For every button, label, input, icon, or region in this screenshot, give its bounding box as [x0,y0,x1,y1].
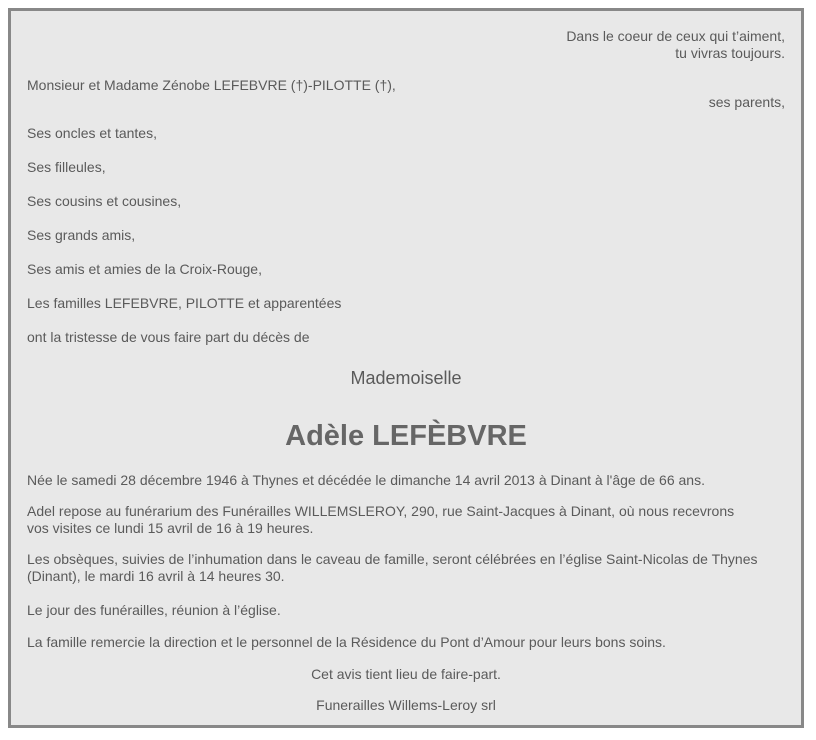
relatives-line-2: Ses filleules, [27,159,106,175]
relatives-line-5: Ses amis et amies de la Croix-Rouge, [27,261,262,277]
notice-text: Cet avis tient lieu de faire-part. [311,666,501,682]
parents-names: Monsieur et Madame Zénobe LEFEBVRE (†)-PILOTTE (†), [27,77,396,93]
parents-role: ses parents, [708,94,785,110]
relatives-line-4: Ses grands amis, [27,227,136,243]
honorific: Mademoiselle [350,368,462,388]
relatives-line-1: Ses oncles et tantes, [27,125,157,141]
funeral-line-2: (Dinant), le mardi 16 avril à 14 heures 30. [27,568,285,584]
visitation-line-1: Adel repose au funérarium des Funérailles WILLEMSLEROY, 290, rue Saint-Jacques à Dinant, où nous recevrons [27,503,735,519]
funeral-line-1: Les obsèques, suivies de l’inhumation dans le caveau de famille, seront célébrées en l’église Saint-Nicolas de Thynes [27,551,758,567]
deceased-name: Adèle LEFÈBVRE [285,420,527,452]
epigraph-line-1: Dans le coeur de ceux qui t’aiment, [566,28,785,44]
birth-death-text: Née le samedi 28 décembre 1946 à Thynes et décédée le dimanche 14 avril 2013 à Dinant à l'âge de 66 ans. [27,472,705,488]
reunion-text: Le jour des funérailles, réunion à l’église. [27,602,281,618]
relatives-line-3: Ses cousins et cousines, [27,193,182,209]
announcement-text: ont la tristesse de vous faire part du décès de [27,329,310,345]
relatives-line-6: Les familles LEFEBVRE, PILOTTE et apparentées [27,295,342,311]
thanks-text: La famille remercie la direction et le personnel de la Résidence du Pont d’Amour pour leurs bons soins. [27,634,666,650]
funeral-home-name: Funerailles Willems-Leroy srl [316,697,496,713]
epigraph-line-2: tu vivras toujours. [675,45,785,61]
obituary-card [8,8,804,728]
visitation-line-2: vos visites ce lundi 15 avril de 16 à 19 heures. [27,520,314,536]
